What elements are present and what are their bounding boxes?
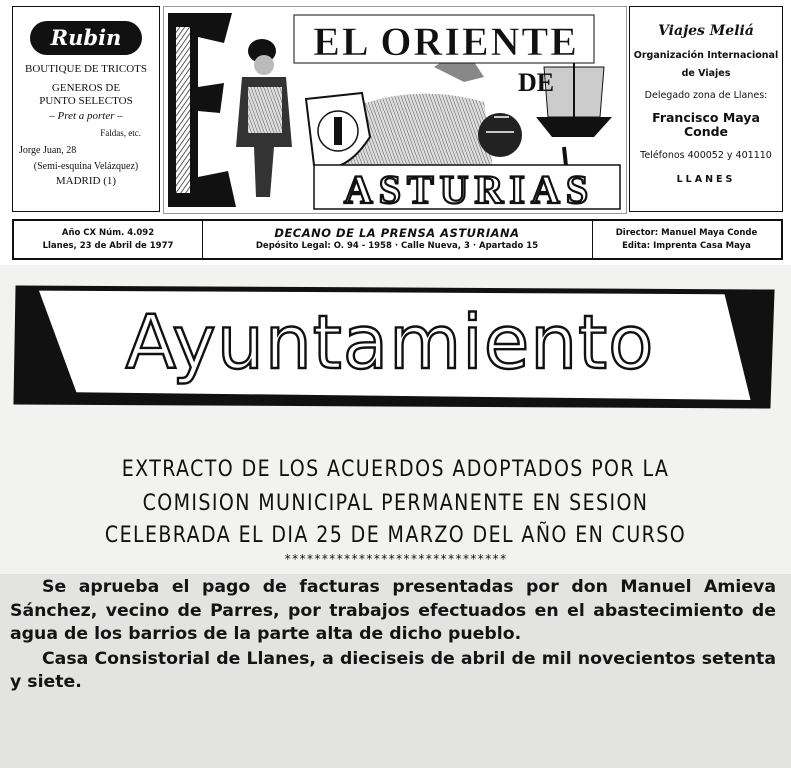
tagline: DECANO DE LA PRENSA ASTURIANA <box>274 225 520 240</box>
rubin-advertisement <box>12 6 160 212</box>
body-paragraph: Se aprueba el pago de facturas presentadas por don Manuel Amieva Sánchez, vecino de Parres, por trabajos efectuados en el abastecimiento de agua de los barrios de la parte alta de dicho pueblo. <box>10 577 776 644</box>
legal-deposit: Depósito Legal: O. 94 - 1958 · Calle Nueva, 3 · Apartado 15 <box>255 240 539 251</box>
masthead <box>0 0 791 265</box>
issue-date: Llanes, 23 de Abril de 1977 <box>42 240 174 251</box>
title-top-word: EL ORIENTE <box>313 19 579 64</box>
title-middle-word: DE <box>517 68 555 97</box>
delegate-name: Francisco Maya Conde <box>652 110 760 139</box>
ad-line: PUNTO SELECTOS <box>39 95 133 107</box>
ad-line: Jorge Juan, 28 <box>19 145 77 156</box>
director: Director: Manuel Maya Conde <box>615 227 758 238</box>
ad-line: – Pret a porter – <box>49 110 123 122</box>
ad-line: MADRID (1) <box>55 175 117 187</box>
ad-line: Organización Internacional <box>633 50 779 61</box>
ad-line: BOUTIQUE DE TRICOTS <box>24 63 147 75</box>
ad-city: LLANES <box>676 174 736 185</box>
publication-info <box>202 221 593 258</box>
section-banner <box>12 274 777 424</box>
section-title: Ayuntamiento <box>125 300 655 386</box>
editorial-info <box>592 221 781 258</box>
ad-line: GENEROS DE <box>51 82 121 94</box>
article-body <box>10 576 776 695</box>
issue-number: Año CX Núm. 4.092 <box>61 227 155 238</box>
headline-line: COMISION MUNICIPAL PERMANENTE EN SESION <box>142 490 649 516</box>
separator-stars: ****************************** <box>284 552 507 566</box>
body-paragraph: Casa Consistorial de Llanes, a dieciseis de abril de mil novecientos setenta y siete. <box>10 648 776 692</box>
headline-line: CELEBRADA EL DIA 25 DE MARZO DEL AÑO EN CURSO <box>104 522 687 548</box>
ad-line: (Semi-esquina Velázquez) <box>33 161 139 172</box>
title-illustration <box>164 7 626 213</box>
ad-line: de Viajes <box>681 68 731 79</box>
viajes-melia-advertisement <box>629 6 783 212</box>
issue-info <box>14 221 203 258</box>
ad-line: Faldas, etc. <box>100 128 141 138</box>
article <box>0 266 791 768</box>
printer: Edita: Imprenta Casa Maya <box>622 240 751 251</box>
rubin-logo: Rubin <box>30 21 142 55</box>
headline-line: EXTRACTO DE LOS ACUERDOS ADOPTADOS POR LA <box>121 456 670 482</box>
masthead-info-bar <box>12 219 783 260</box>
newspaper-title-engraving <box>163 6 627 214</box>
title-bottom-word: ASTURIAS <box>343 167 595 212</box>
ad-line: Delegado zona de Llanes: <box>644 90 768 101</box>
ad-phones: Teléfonos 400052 y 401110 <box>640 150 772 161</box>
melia-title: Viajes Meliá <box>658 23 754 39</box>
